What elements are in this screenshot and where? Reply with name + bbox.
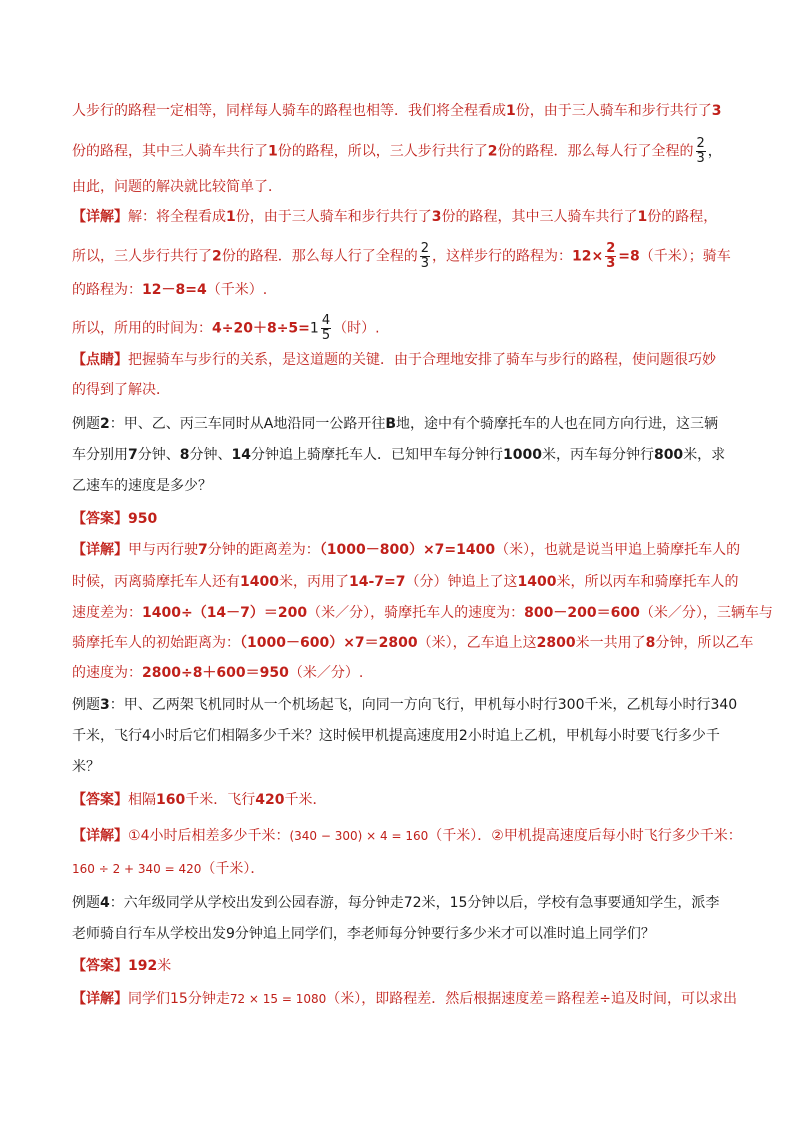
denominator: 5 (321, 328, 331, 343)
text-span: 分钟走 (187, 991, 230, 1007)
text-line (72, 350, 732, 370)
text-span: （千米）． (201, 861, 265, 877)
number: 14 (231, 447, 251, 463)
text-span: 例题 (72, 697, 100, 713)
text-span: ：甲、乙两架飞机同时从一个机场起飞，向同一方向飞行，甲机每小时行 (109, 697, 558, 713)
number: 2 (458, 728, 468, 744)
number: 7 (198, 542, 208, 558)
expression: （1000－600）×7＝2800 (240, 635, 418, 651)
text-span: 速度差为： (72, 605, 142, 621)
number: 7 (128, 447, 138, 463)
number: 4 (142, 728, 151, 744)
text-span: 分钟追上同学们，李老师每分钟要行多少米才可以准时追上同学们？ (234, 926, 655, 942)
expression: 14-7=7 (348, 574, 406, 590)
section-tag: 【详解】 (72, 209, 128, 225)
text-span: 所以，所用的时间为： (72, 320, 212, 337)
number: 15 (449, 895, 468, 911)
number: 1000 (502, 447, 542, 463)
text-span: 车分别用 (72, 447, 128, 463)
text-line (72, 956, 732, 976)
expression: （1000－800）×7=1400 (319, 542, 496, 558)
number: 15 (170, 991, 188, 1007)
text-span: （分）钟追上了这 (405, 574, 518, 590)
number: 340 (710, 697, 738, 713)
step-marker: ① (128, 828, 141, 844)
section-tag: 【详解】 (72, 828, 128, 844)
text-line (72, 445, 732, 465)
number: 3 (711, 103, 722, 119)
text-span: （千米）. (206, 282, 268, 298)
number: 3 (100, 697, 110, 713)
text-span: 米，所以丙车和骑摩托车人的 (556, 574, 739, 590)
text-line (72, 859, 732, 879)
text-line (72, 572, 739, 592)
text-span: 千米，飞行 (72, 728, 142, 744)
text-span: B (385, 416, 396, 432)
text-span: 米 (157, 958, 172, 974)
expression: =8 (618, 248, 640, 265)
number: 4 (140, 828, 150, 844)
text-span: 地沿同一公路开往 (273, 416, 386, 432)
step-marker: ② (491, 828, 504, 844)
section-tag: 【详解】 (72, 991, 128, 1007)
expression: 1400÷（14－7）＝200 (142, 605, 308, 621)
text-line (72, 989, 738, 1009)
text-span: 甲机提高速度后每小时飞行多少千米： (503, 828, 742, 844)
text-span: 例题 (72, 416, 100, 432)
text-span: （米／分），三辆车与 (639, 605, 773, 621)
numerator: 4 (321, 313, 331, 328)
text-span: （米），也就是说当甲追上骑摩托车人的 (495, 542, 741, 558)
text-span: （米／分），骑摩托车人的速度为： (307, 605, 525, 621)
text-line (72, 509, 732, 529)
text-span: 小时后相差多少千米： (149, 828, 290, 844)
number: 1 (506, 103, 516, 119)
text-span: 份，由于三人骑车和步行共行了 (235, 209, 432, 225)
number: 1400 (240, 574, 279, 590)
denominator: 3 (420, 256, 430, 271)
text-span: 分钟，所以乙车 (655, 635, 754, 651)
text-span: 同学们 (128, 991, 170, 1007)
number: 2 (487, 143, 498, 160)
text-span: 的路程为： (72, 282, 142, 298)
numerator: 2 (606, 241, 616, 256)
text-line (72, 177, 732, 197)
text-span: 千米，乙机每小时行 (584, 697, 711, 713)
text-line (72, 726, 732, 746)
text-line (72, 314, 732, 343)
text-span: 的速度为： (72, 665, 142, 681)
denominator: 3 (606, 256, 616, 271)
text-span: 人步行的路程一定相等，同样每人骑车的路程也相等．我们将全程看成 (72, 103, 506, 119)
fraction (420, 242, 430, 271)
section-tag: 【答案】 (72, 958, 128, 974)
text-span: 分钟的距离差为： (207, 542, 320, 558)
number: 420 (255, 792, 285, 808)
text-span: 份的路程， (647, 209, 718, 225)
text-span: ：六年级同学从学校出发到公园春游，每分钟走 (109, 895, 404, 911)
number: 800 (653, 447, 684, 463)
text-span: 老师骑自行车从学校出发 (72, 926, 226, 942)
text-line (72, 242, 732, 271)
number: 2 (212, 248, 222, 265)
text-span: 分钟以后，学校有急事要通知学生，派李 (467, 895, 720, 911)
text-line (72, 280, 732, 300)
text-span: 米，丙车每分钟行 (541, 447, 654, 463)
expression: 4÷20＋8÷5= (212, 320, 310, 337)
text-line (72, 101, 732, 121)
expression: 12－8=4 (142, 282, 207, 298)
expression: 2800÷8＋600＝950 (142, 665, 289, 681)
text-span: 相隔 (128, 792, 156, 808)
text-line (72, 757, 732, 777)
text-line (72, 476, 732, 496)
text-line (72, 137, 732, 166)
text-span: 甲与丙行驶 (128, 542, 198, 558)
number: 1 (226, 209, 236, 225)
text-span: 例题 (72, 895, 100, 911)
section-tag: 【点睛】 (72, 352, 128, 368)
text-span: 米，求 (683, 447, 726, 463)
text-span: 分钟、 (137, 447, 180, 463)
text-span: 由此，问题的解决就比较简单了． (72, 179, 282, 195)
number: 4 (100, 895, 110, 911)
whole-part: 1 (309, 320, 319, 337)
answer-value: 192 (128, 958, 158, 974)
text-span: 把握骑车与步行的关系，是这道题的关键．由于合理地安排了骑车与步行的路程，使问题很巧妙 (128, 352, 716, 368)
number: 72 (403, 895, 422, 911)
math-expression: (340 − 300) × 4 = 160 (289, 829, 429, 843)
number: 1400 (517, 574, 557, 590)
text-line (72, 380, 732, 400)
text-line (72, 695, 738, 715)
section-tag: 【答案】 (72, 792, 128, 808)
answer-value: 950 (128, 511, 158, 527)
math-expression: 160 ÷ 2 + 340 = 420 (72, 862, 202, 876)
text-span: 解：将全程看成 (128, 209, 226, 225)
fraction (605, 242, 616, 271)
text-span: （千米）；骑车 (639, 248, 731, 265)
number: 3 (431, 209, 442, 225)
number: 8 (645, 635, 656, 651)
text-span: 份，由于三人骑车和步行共行了 (515, 103, 712, 119)
number: 2800 (536, 635, 576, 651)
text-span: 份的路程，其中三人骑车共行了 (72, 143, 268, 160)
math-expression: 72 × 15 = 1080 (229, 992, 327, 1006)
number: 8 (179, 447, 190, 463)
text-span: 所以，三人步行共行了 (72, 248, 212, 265)
text-line (72, 790, 732, 810)
text-span: 米， (421, 895, 450, 911)
text-line (72, 603, 773, 623)
number: 2 (100, 416, 110, 432)
text-line (72, 207, 732, 227)
text-span: 乙速车的速度是多少？ (72, 478, 212, 494)
text-span: 地，途中有个骑摩托车的人也在同方向行进，这三辆 (396, 416, 718, 432)
expression: 800－200＝600 (524, 605, 640, 621)
text-span: 米一共用了 (575, 635, 646, 651)
number: 160 (156, 792, 186, 808)
number: 1 (268, 143, 278, 160)
section-tag: 【详解】 (72, 542, 128, 558)
text-span: 份的路程．那么每人行了全程的 (497, 143, 694, 160)
section-tag: 【答案】 (72, 511, 128, 527)
text-span: 千米．飞行 (185, 792, 256, 808)
text-line (72, 633, 754, 653)
text-line (72, 663, 732, 683)
text-line (72, 924, 732, 944)
text-span: （时）. (333, 320, 380, 337)
text-span: ：甲、乙、丙三车同时从 (109, 416, 264, 432)
text-span: A (263, 416, 274, 432)
text-span: （米／分）. (288, 665, 364, 681)
text-span: 时候，丙离骑摩托车人还有 (72, 574, 240, 590)
text-span: （米），乙车追上这 (417, 635, 537, 651)
text-span: 小时后它们相隔多少千米？这时候甲机提高速度用 (150, 728, 459, 744)
text-span: ， (707, 143, 722, 160)
numerator: 2 (696, 136, 705, 151)
mixed-number (310, 314, 333, 343)
expression: 12× (572, 248, 604, 265)
text-span: 份的路程．那么每人行了全程的 (221, 248, 418, 265)
text-line (72, 414, 732, 434)
text-line (72, 540, 741, 560)
number: 9 (226, 926, 235, 942)
text-line (72, 893, 732, 913)
text-span: 分钟追上骑摩托车人．已知甲车每分钟行 (250, 447, 503, 463)
text-line (72, 826, 742, 846)
text-span: 的得到了解决． (72, 382, 170, 398)
text-span: 骑摩托车人的初始距离为： (72, 635, 240, 651)
text-span: 米，丙用了 (278, 574, 349, 590)
text-span: 千米． (284, 792, 327, 808)
text-span: 小时追上乙机，甲机每小时要飞行多少千 (467, 728, 720, 744)
numerator: 2 (420, 241, 430, 256)
text-span: （米），即路程差．然后根据速度差＝路程差÷追及时间，可以求出 (326, 991, 738, 1007)
text-span: 分钟、 (189, 447, 232, 463)
text-span: 米？ (72, 759, 100, 775)
text-span: 份的路程，所以，三人步行共行了 (277, 143, 488, 160)
denominator: 3 (696, 151, 705, 166)
text-span: （千米）． (428, 828, 492, 844)
fraction (696, 137, 706, 166)
number: 1 (637, 209, 648, 225)
fraction (321, 314, 331, 343)
number: 300 (557, 697, 585, 713)
text-span: 份的路程，其中三人骑车共行了 (441, 209, 638, 225)
text-span: ，这样步行的路程为： (432, 248, 573, 265)
